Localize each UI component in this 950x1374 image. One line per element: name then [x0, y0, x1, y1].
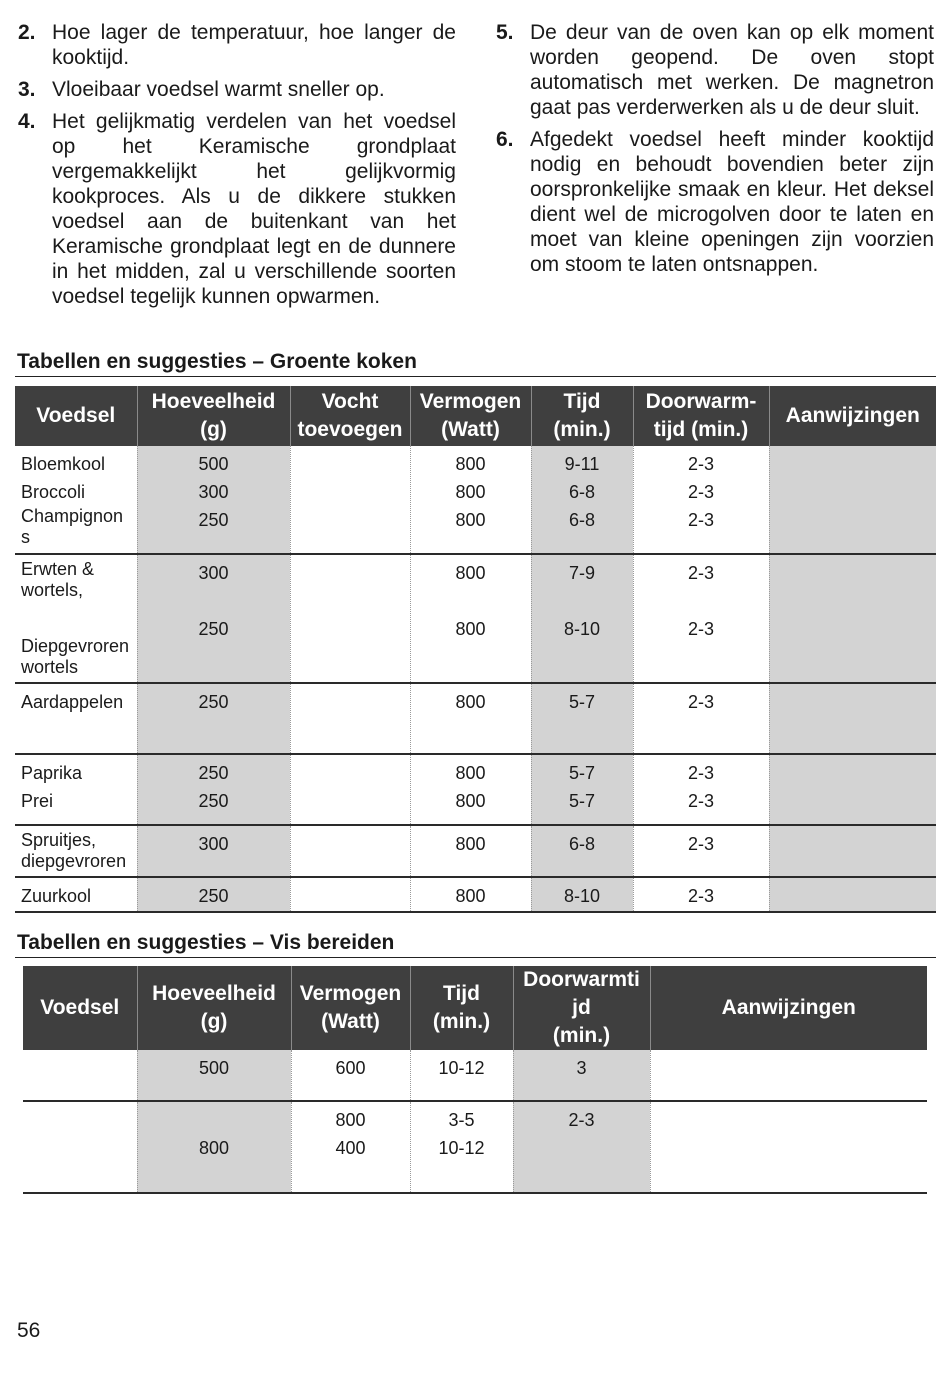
vegetables-table — [15, 386, 936, 913]
item-text: De deur van de oven kan op elk moment worden geopend. De oven stopt automatisch met werken. De magnetron gaat pas verderwerken als u de deur sluit. — [530, 21, 934, 119]
table-row — [23, 1101, 927, 1193]
time-cell: 6-8 — [531, 825, 633, 877]
standing-time-cell: 3 — [513, 1050, 650, 1101]
notes-cell — [769, 877, 936, 912]
column-header-liquid: Vocht toevoegen — [290, 386, 410, 446]
notes-cell — [769, 683, 936, 754]
section-divider — [15, 957, 936, 958]
table-row — [15, 825, 936, 877]
table-header-row — [15, 386, 936, 446]
column-header-power: Vermogen (Watt) — [410, 386, 531, 446]
item-number: 5. — [496, 21, 514, 44]
list-item — [18, 109, 456, 309]
power-cell: 800 — [410, 683, 531, 754]
time-cell: 5-7 5-7 — [531, 754, 633, 825]
item-text: Vloeibaar voedsel warmt sneller op. — [52, 78, 385, 101]
time-cell: 10-12 — [410, 1050, 513, 1101]
instruction-list-right — [496, 20, 934, 284]
amount-cell: 500 — [137, 1050, 291, 1101]
table-row — [15, 683, 936, 754]
page-number: 56 — [17, 1319, 41, 1342]
amount-cell: 800 — [137, 1101, 291, 1193]
notes-cell — [650, 1050, 927, 1101]
time-cell: 5-7 — [531, 683, 633, 754]
food-cell: Paprika Prei — [15, 754, 137, 825]
power-cell: 800 800 800 — [410, 446, 531, 554]
column-header-amount: Hoeveelheid (g) — [137, 966, 291, 1050]
food-cell — [23, 1101, 137, 1193]
liquid-cell — [290, 754, 410, 825]
table-row — [15, 754, 936, 825]
time-cell: 3-5 10-12 — [410, 1101, 513, 1193]
item-number: 4. — [18, 110, 36, 133]
liquid-cell — [290, 877, 410, 912]
notes-cell — [769, 446, 936, 554]
liquid-cell — [290, 446, 410, 554]
liquid-cell — [290, 683, 410, 754]
liquid-cell — [290, 554, 410, 683]
food-cell — [23, 1050, 137, 1101]
standing-time-cell: 2-3 — [633, 877, 769, 912]
notes-cell — [650, 1101, 927, 1193]
item-number: 6. — [496, 128, 514, 151]
column-header-time: Tijd (min.) — [531, 386, 633, 446]
food-cell: Zuurkool — [15, 877, 137, 912]
standing-time-cell: 2-3 2-3 — [633, 554, 769, 683]
power-cell: 800 800 — [410, 754, 531, 825]
item-text: Het gelijkmatig verdelen van het voedsel op het Keramische grondplaat vergemakkelijkt het gelijkvormig kookproces. Als u de dikkere stukken voedsel aan de buitenkant van het Keramische grondplaat legt en de dunnere in het midden, zal u verschillende soorten voedsel tegelijk kunnen opwarmen. — [52, 110, 456, 308]
liquid-cell — [290, 825, 410, 877]
amount-cell: 250 — [137, 683, 290, 754]
amount-cell: 300 250 — [137, 554, 290, 683]
column-header-standing-time: Doorwarmti jd (min.) — [513, 966, 650, 1050]
section-divider — [15, 376, 936, 377]
list-item — [18, 77, 456, 102]
standing-time-cell: 2-3 — [633, 683, 769, 754]
time-cell: 7-9 8-10 — [531, 554, 633, 683]
standing-time-cell: 2-3 — [513, 1101, 650, 1193]
list-item — [18, 20, 456, 70]
table-row — [15, 554, 936, 683]
item-text: Hoe lager de temperatuur, hoe langer de kooktijd. — [52, 21, 456, 69]
vegetables-section-title: Tabellen en suggesties – Groente koken — [17, 350, 417, 373]
notes-cell — [769, 754, 936, 825]
food-cell: Spruitjes, diepgevroren — [15, 825, 137, 877]
amount-cell: 500 300 250 — [137, 446, 290, 554]
column-header-power: Vermogen (Watt) — [291, 966, 410, 1050]
fish-table — [23, 966, 927, 1194]
power-cell: 800 — [410, 825, 531, 877]
food-cell: Aardappelen — [15, 683, 137, 754]
column-header-amount: Hoeveelheid (g) — [137, 386, 290, 446]
food-cell: Bloemkool Broccoli Champignon s — [15, 446, 137, 554]
column-header-food: Voedsel — [23, 966, 137, 1050]
time-cell: 9-11 6-8 6-8 — [531, 446, 633, 554]
table-header-row — [23, 966, 927, 1050]
amount-cell: 250 — [137, 877, 290, 912]
time-cell: 8-10 — [531, 877, 633, 912]
item-text: Afgedekt voedsel heeft minder kooktijd nodig en behoudt bovendien beter zijn oorspronkelijke smaak en kleur. Het deksel dient wel de microgolven door te laten en moet van kleine openingen zijn voorzien om stoom te laten ontsnappen. — [530, 128, 934, 276]
item-number: 3. — [18, 78, 36, 101]
standing-time-cell: 2-3 2-3 2-3 — [633, 446, 769, 554]
power-cell: 800 400 — [291, 1101, 410, 1193]
column-header-notes: Aanwijzingen — [769, 386, 936, 446]
notes-cell — [769, 554, 936, 683]
food-cell: Erwten & wortels, Diepgevroren wortels — [15, 554, 137, 683]
power-cell: 800 — [410, 877, 531, 912]
amount-cell: 250 250 — [137, 754, 290, 825]
notes-cell — [769, 825, 936, 877]
column-header-notes: Aanwijzingen — [650, 966, 927, 1050]
item-number: 2. — [18, 21, 36, 44]
standing-time-cell: 2-3 — [633, 825, 769, 877]
list-item — [496, 20, 934, 120]
standing-time-cell: 2-3 2-3 — [633, 754, 769, 825]
amount-cell: 300 — [137, 825, 290, 877]
column-header-standing-time: Doorwarm- tijd (min.) — [633, 386, 769, 446]
table-row — [15, 877, 936, 912]
fish-section-title: Tabellen en suggesties – Vis bereiden — [17, 931, 395, 954]
column-header-time: Tijd (min.) — [410, 966, 513, 1050]
table-row — [15, 446, 936, 554]
power-cell: 800 800 — [410, 554, 531, 683]
table-row — [23, 1050, 927, 1101]
instruction-list-left — [18, 20, 456, 316]
list-item — [496, 127, 934, 277]
power-cell: 600 — [291, 1050, 410, 1101]
column-header-food: Voedsel — [15, 386, 137, 446]
